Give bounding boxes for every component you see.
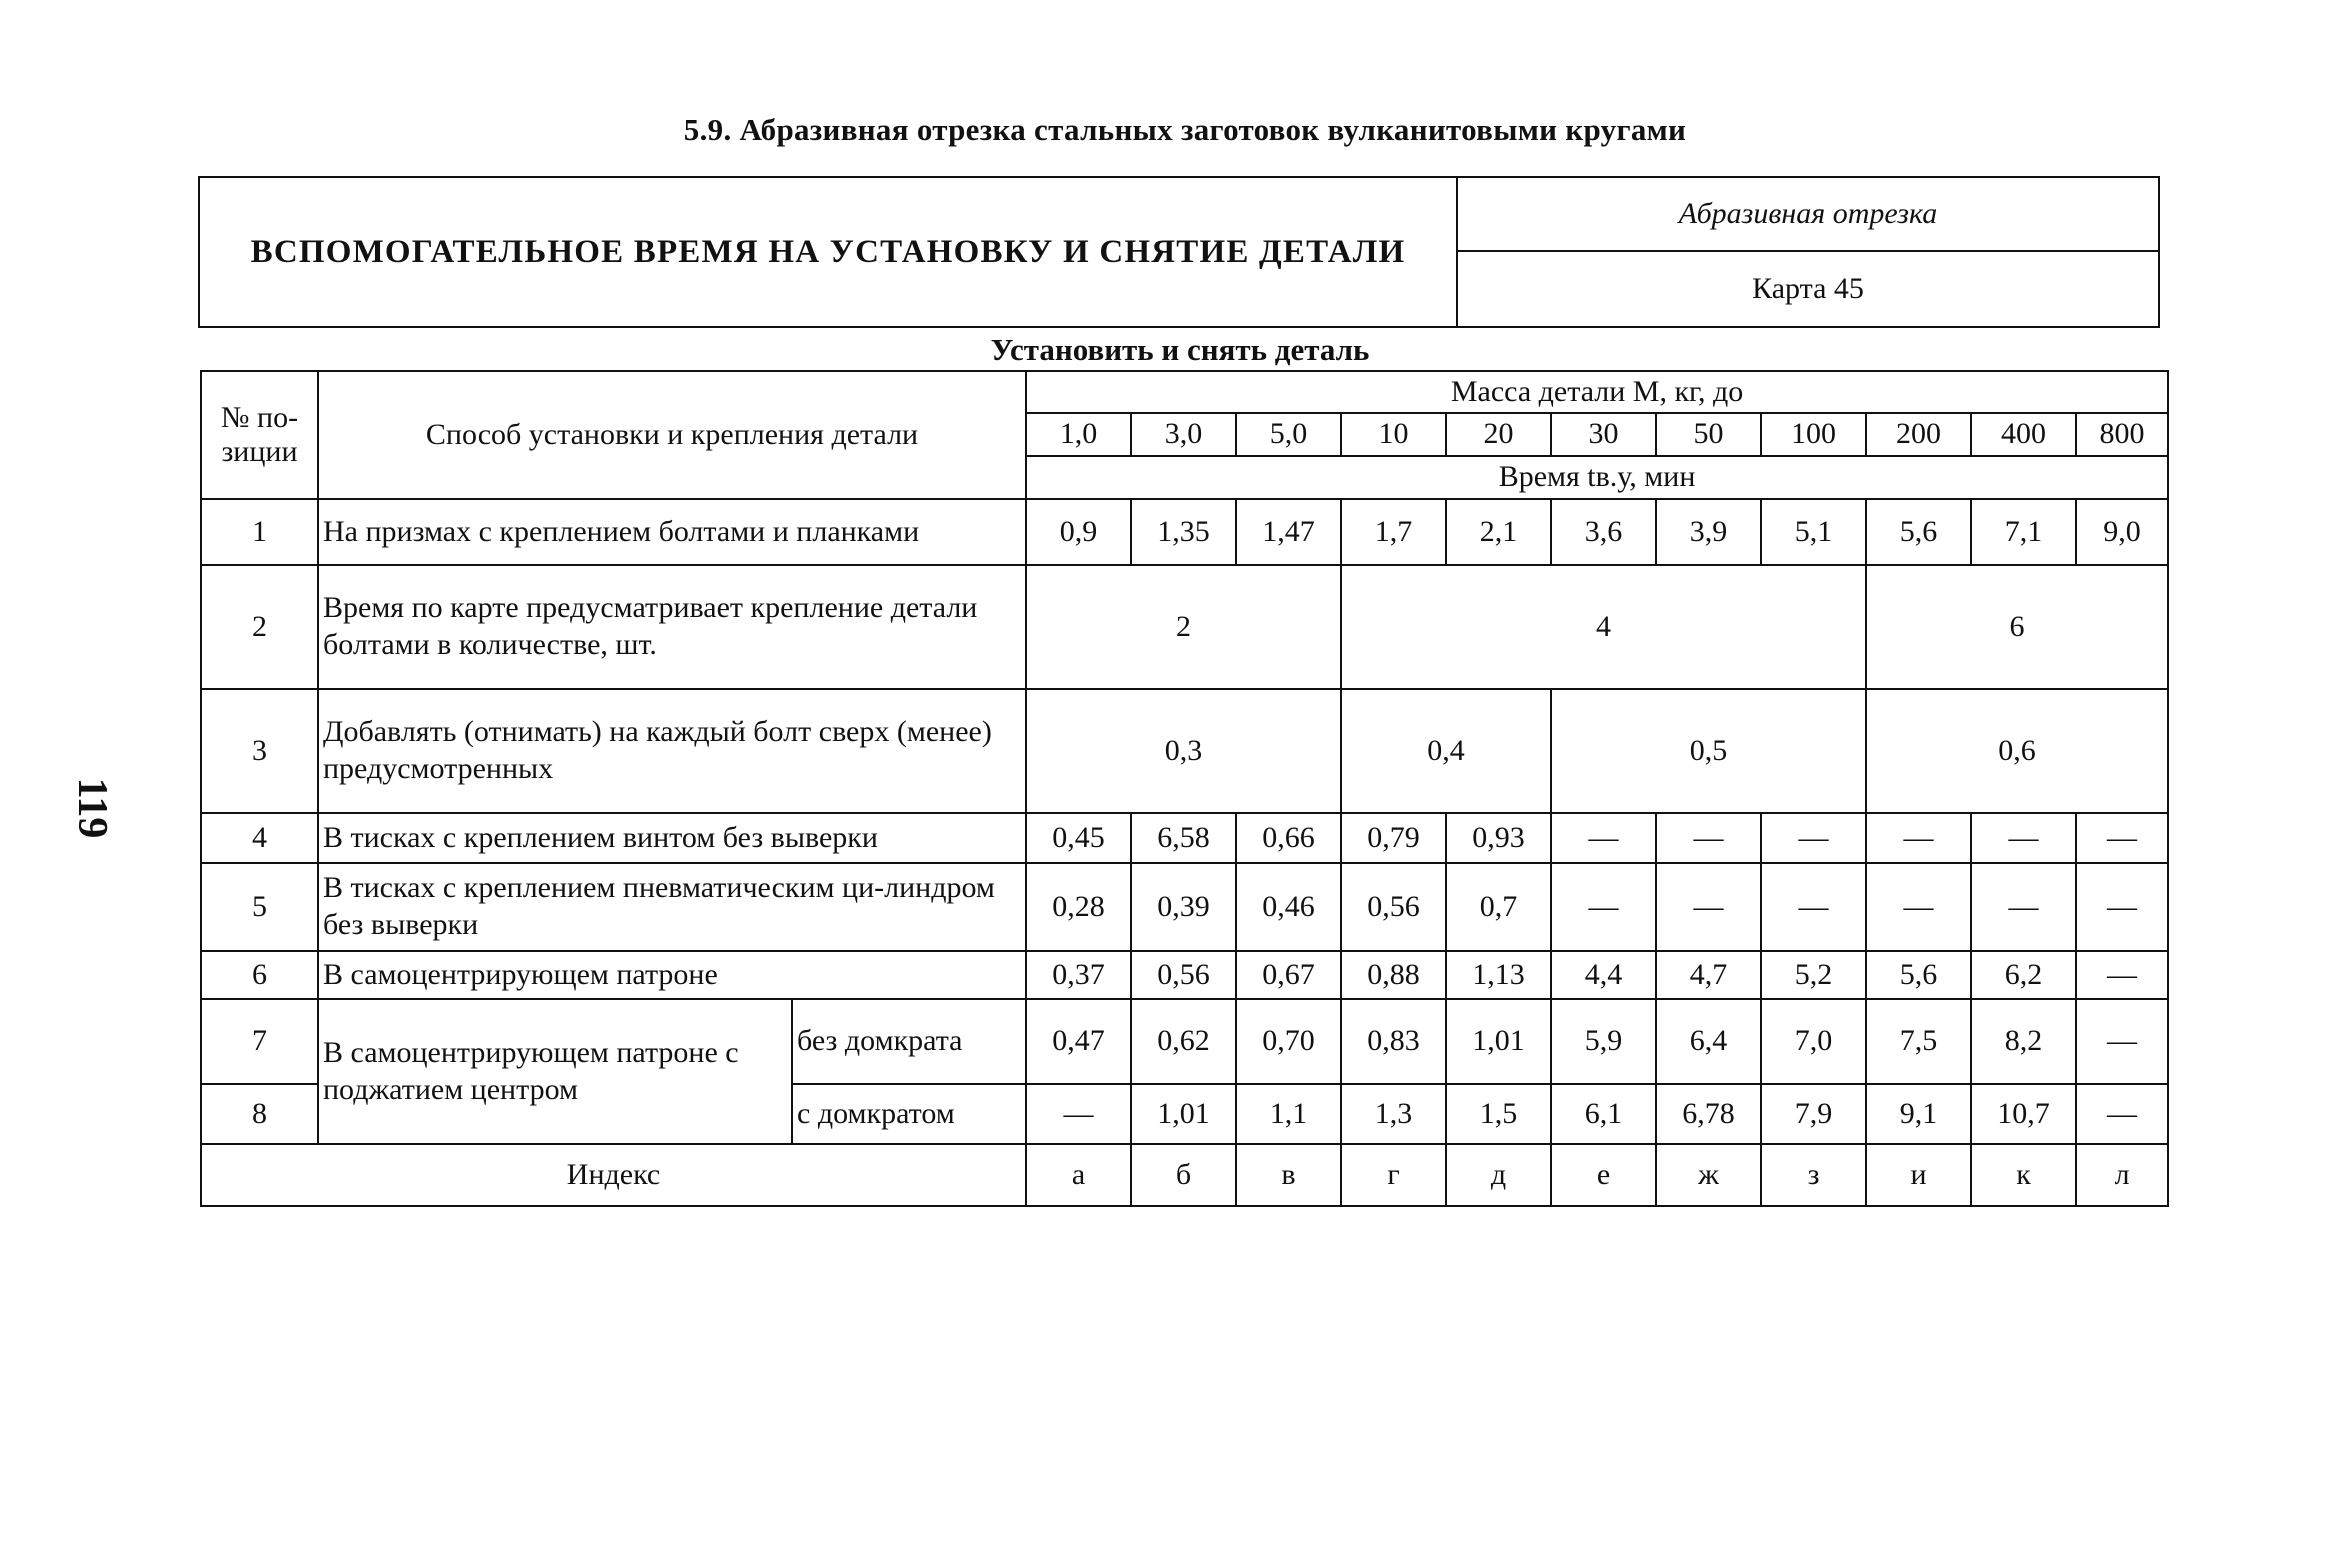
cell-value: 0,79 [1341, 813, 1446, 863]
cell-value: 10,7 [1971, 1084, 2076, 1144]
index-value: д [1446, 1144, 1551, 1206]
row-method: Время по карте предусматривает крепление детали болтами в количестве, шт. [318, 565, 1026, 689]
cell-value: — [1971, 813, 2076, 863]
row-pos: 6 [201, 951, 318, 999]
cell-value: — [1971, 863, 2076, 951]
cell-value: 5,1 [1761, 499, 1866, 565]
row-pos: 3 [201, 689, 318, 813]
cell-value: — [1026, 1084, 1131, 1144]
cell-value: 2,1 [1446, 499, 1551, 565]
header-row-mass [201, 371, 2168, 413]
index-value: в [1236, 1144, 1341, 1206]
index-value: а [1026, 1144, 1131, 1206]
cell-value: 0,39 [1131, 863, 1236, 951]
cell-group: 0,3 [1026, 689, 1341, 813]
cell-value: 6,78 [1656, 1084, 1761, 1144]
cell-group: 0,6 [1866, 689, 2168, 813]
cell-value: 5,9 [1551, 999, 1656, 1084]
index-value: б [1131, 1144, 1236, 1206]
mass-value: 200 [1866, 413, 1971, 456]
row-submethod: с домкратом [792, 1084, 1026, 1144]
header-time: Время tв.у, мин [1026, 456, 2168, 499]
cell-value: 1,47 [1236, 499, 1341, 565]
card-number: Карта 45 [1752, 272, 1864, 305]
table-row [201, 999, 2168, 1084]
card-header [198, 176, 2160, 328]
cell-value: — [1656, 863, 1761, 951]
card-operation: Абразивная отрезка [1458, 178, 2158, 252]
table-row [201, 951, 2168, 999]
table-row [201, 565, 2168, 689]
cell-value: 0,9 [1026, 499, 1131, 565]
table-row [201, 499, 2168, 565]
cell-value: — [2076, 863, 2168, 951]
cell-value: 7,5 [1866, 999, 1971, 1084]
mass-value: 20 [1446, 413, 1551, 456]
row-pos: 7 [201, 999, 318, 1084]
row-pos: 1 [201, 499, 318, 565]
page-number: 119 [69, 777, 115, 839]
cell-group: 0,4 [1341, 689, 1551, 813]
index-value: к [1971, 1144, 2076, 1206]
mass-value: 3,0 [1131, 413, 1236, 456]
cell-value: 9,1 [1866, 1084, 1971, 1144]
card-title: ВСПОМОГАТЕЛЬНОЕ ВРЕМЯ НА УСТАНОВКУ И СНЯТИЕ ДЕТАЛИ [200, 178, 1458, 326]
cell-value: 0,46 [1236, 863, 1341, 951]
row-method: В тисках с креплением винтом без выверки [318, 813, 1026, 863]
index-value: л [2076, 1144, 2168, 1206]
cell-value: 3,6 [1551, 499, 1656, 565]
cell-value: — [1866, 863, 1971, 951]
index-row [201, 1144, 2168, 1206]
cell-value: — [1551, 863, 1656, 951]
cell-group: 4 [1341, 565, 1866, 689]
cell-value: 7,1 [1971, 499, 2076, 565]
section-title: 5.9. Абразивная отрезка стальных заготовок вулканитовыми кругами [683, 112, 1687, 147]
cell-value: 6,4 [1656, 999, 1761, 1084]
table-row [201, 689, 2168, 813]
cell-value: 6,58 [1131, 813, 1236, 863]
cell-value: 0,56 [1131, 951, 1236, 999]
cell-value: 5,6 [1866, 499, 1971, 565]
mass-value: 50 [1656, 413, 1761, 456]
cell-value: 6,1 [1551, 1084, 1656, 1144]
cell-group: 0,5 [1551, 689, 1866, 813]
mass-value: 30 [1551, 413, 1656, 456]
cell-value: 1,01 [1446, 999, 1551, 1084]
table-caption: Установить и снять деталь [990, 332, 1370, 367]
cell-value: — [2076, 813, 2168, 863]
cell-value: 4,7 [1656, 951, 1761, 999]
mass-value: 10 [1341, 413, 1446, 456]
header-pos: № по- зиции [201, 371, 318, 499]
cell-group: 6 [1866, 565, 2168, 689]
cell-value: 0,93 [1446, 813, 1551, 863]
cell-value: — [2076, 951, 2168, 999]
cell-value: 1,13 [1446, 951, 1551, 999]
cell-value: 8,2 [1971, 999, 2076, 1084]
mass-value: 5,0 [1236, 413, 1341, 456]
cell-value: 0,45 [1026, 813, 1131, 863]
cell-value: 0,67 [1236, 951, 1341, 999]
index-value: е [1551, 1144, 1656, 1206]
index-value: з [1761, 1144, 1866, 1206]
cell-value: — [1866, 813, 1971, 863]
cell-value: 0,47 [1026, 999, 1131, 1084]
mass-value: 400 [1971, 413, 2076, 456]
cell-value: 0,66 [1236, 813, 1341, 863]
header-method: Способ установки и крепления детали [318, 371, 1026, 499]
cell-value: — [1761, 813, 1866, 863]
cell-value: 0,37 [1026, 951, 1131, 999]
row-pos: 5 [201, 863, 318, 951]
cell-value: 1,35 [1131, 499, 1236, 565]
mass-value: 1,0 [1026, 413, 1131, 456]
cell-value: 5,2 [1761, 951, 1866, 999]
index-label: Индекс [201, 1144, 1026, 1206]
cell-value: 0,70 [1236, 999, 1341, 1084]
cell-value: 7,9 [1761, 1084, 1866, 1144]
cell-value: 4,4 [1551, 951, 1656, 999]
header-mass: Масса детали М, кг, до [1026, 371, 2168, 413]
cell-value: 0,7 [1446, 863, 1551, 951]
cell-value: 6,2 [1971, 951, 2076, 999]
cell-value: 1,7 [1341, 499, 1446, 565]
cell-value: 1,3 [1341, 1084, 1446, 1144]
cell-value: 1,1 [1236, 1084, 1341, 1144]
cell-group: 2 [1026, 565, 1341, 689]
mass-value: 100 [1761, 413, 1866, 456]
time-table [200, 370, 2169, 1207]
index-value: и [1866, 1144, 1971, 1206]
row-method: На призмах с креплением болтами и планками [318, 499, 1026, 565]
row-pos: 8 [201, 1084, 318, 1144]
cell-value: — [2076, 999, 2168, 1084]
row-pos: 2 [201, 565, 318, 689]
cell-value: 0,56 [1341, 863, 1446, 951]
cell-value: — [1656, 813, 1761, 863]
cell-value: 1,5 [1446, 1084, 1551, 1144]
index-value: ж [1656, 1144, 1761, 1206]
row-pos: 4 [201, 813, 318, 863]
cell-value: 3,9 [1656, 499, 1761, 565]
cell-value: — [1761, 863, 1866, 951]
index-value: г [1341, 1144, 1446, 1206]
cell-value: — [2076, 1084, 2168, 1144]
cell-value: 0,28 [1026, 863, 1131, 951]
row-method: В самоцентрирующем патроне с поджатием центром [318, 999, 792, 1144]
cell-value: 5,6 [1866, 951, 1971, 999]
table-row [201, 863, 2168, 951]
cell-value: — [1551, 813, 1656, 863]
cell-value: 0,88 [1341, 951, 1446, 999]
cell-value: 9,0 [2076, 499, 2168, 565]
table-row [201, 813, 2168, 863]
row-method: В самоцентрирующем патроне [318, 951, 1026, 999]
cell-value: 1,01 [1131, 1084, 1236, 1144]
mass-value: 800 [2076, 413, 2168, 456]
row-submethod: без домкрата [792, 999, 1026, 1084]
row-method: Добавлять (отнимать) на каждый болт сверх (менее) предусмотренных [318, 689, 1026, 813]
row-method: В тисках с креплением пневматическим ци-линдром без выверки [318, 863, 1026, 951]
cell-value: 0,62 [1131, 999, 1236, 1084]
cell-value: 7,0 [1761, 999, 1866, 1084]
cell-value: 0,83 [1341, 999, 1446, 1084]
